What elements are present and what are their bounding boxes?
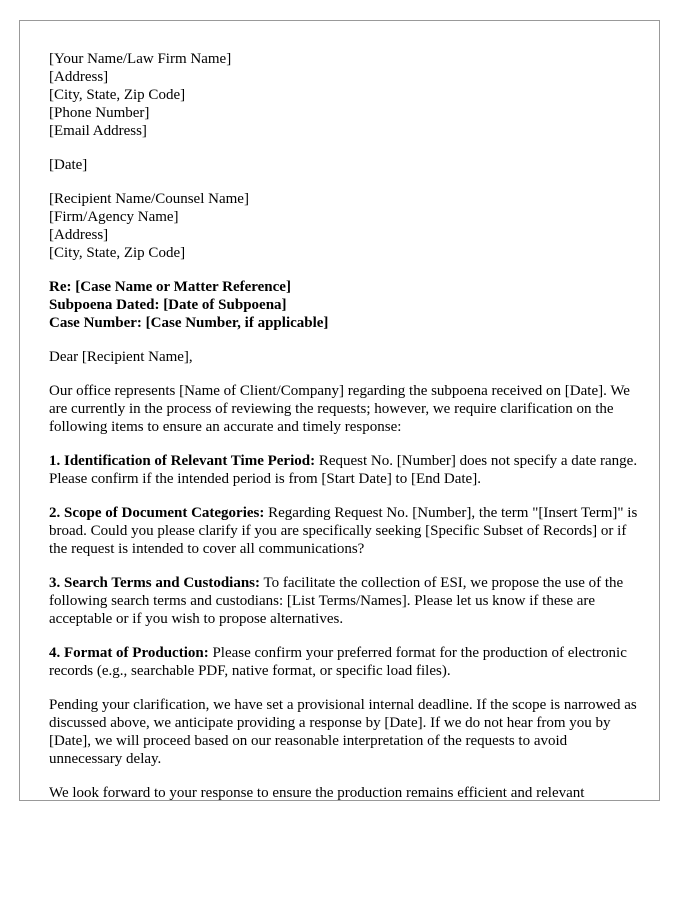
- recipient-name: [Recipient Name/Counsel Name]: [49, 191, 249, 207]
- clarification-item-2: [49, 504, 639, 558]
- salutation: [49, 348, 639, 366]
- item-1-text: Request No. [Number] does not specify a date range. Please confirm if the intended period is from [Start Date] to [End Date].: [49, 453, 638, 487]
- clarification-item-3: [49, 574, 639, 628]
- sender-block: [49, 50, 639, 140]
- pending-paragraph: Pending your clarification, we have set a provisional internal deadline. If the scope is narrowed as discussed above, we anticipate providing a response by [Date]. If we do not hear from you by [Date], we will proceed based on our reasonable interpretation of the requests to avoid unnecessary delay.: [49, 697, 637, 767]
- recipient-block: [49, 190, 639, 262]
- re-line: Re: [Case Name or Matter Reference]: [49, 279, 291, 295]
- sender-name: [Your Name/Law Firm Name]: [49, 51, 232, 67]
- item-2-heading: 2. Scope of Document Categories:: [49, 505, 265, 521]
- recipient-firm: [Firm/Agency Name]: [49, 209, 179, 225]
- item-3-text: To facilitate the collection of ESI, we propose the use of the following search terms and custodians: [List Terms/Names]. Please let us know if these are acceptable or if you wish to propose alternatives.: [49, 575, 624, 627]
- intro-paragraph: Our office represents [Name of Client/Company] regarding the subpoena received on [Date]. We are currently in the process of reviewing the requests; however, we require clarification on the following items to ensure an accurate and timely response:: [49, 383, 630, 435]
- sender-email: [Email Address]: [49, 123, 147, 139]
- sender-phone: [Phone Number]: [49, 105, 150, 121]
- item-4-heading: 4. Format of Production:: [49, 645, 209, 661]
- closing-paragraph: We look forward to your response to ensure the production remains efficient and relevant: [49, 785, 585, 801]
- sender-city-state-zip: [City, State, Zip Code]: [49, 87, 186, 103]
- subpoena-dated-line: Subpoena Dated: [Date of Subpoena]: [49, 297, 287, 313]
- letter-body: [49, 50, 639, 801]
- sender-address: [Address]: [49, 69, 109, 85]
- salutation-text: Dear [Recipient Name],: [49, 349, 193, 365]
- recipient-address: [Address]: [49, 227, 109, 243]
- recipient-city-state-zip: [City, State, Zip Code]: [49, 245, 186, 261]
- item-4-text: Please confirm your preferred format for the production of electronic records (e.g., searchable PDF, native format, or specific load files).: [49, 645, 627, 679]
- item-1-heading: 1. Identification of Relevant Time Period:: [49, 453, 316, 469]
- date-block: [49, 156, 639, 174]
- case-number-line: Case Number: [Case Number, if applicable]: [49, 315, 329, 331]
- clarification-item-1: [49, 452, 639, 488]
- clarification-item-4: [49, 644, 639, 680]
- letter-date: [Date]: [49, 157, 88, 173]
- item-3-heading: 3. Search Terms and Custodians:: [49, 575, 261, 591]
- item-2-text: Regarding Request No. [Number], the term "[Insert Term]" is broad. Could you please clarify if you are specifically seeking [Specific Subset of Records] or if the request is intended to cover all communications?: [49, 505, 638, 557]
- reference-block: [49, 278, 639, 332]
- letter-page: [19, 20, 660, 801]
